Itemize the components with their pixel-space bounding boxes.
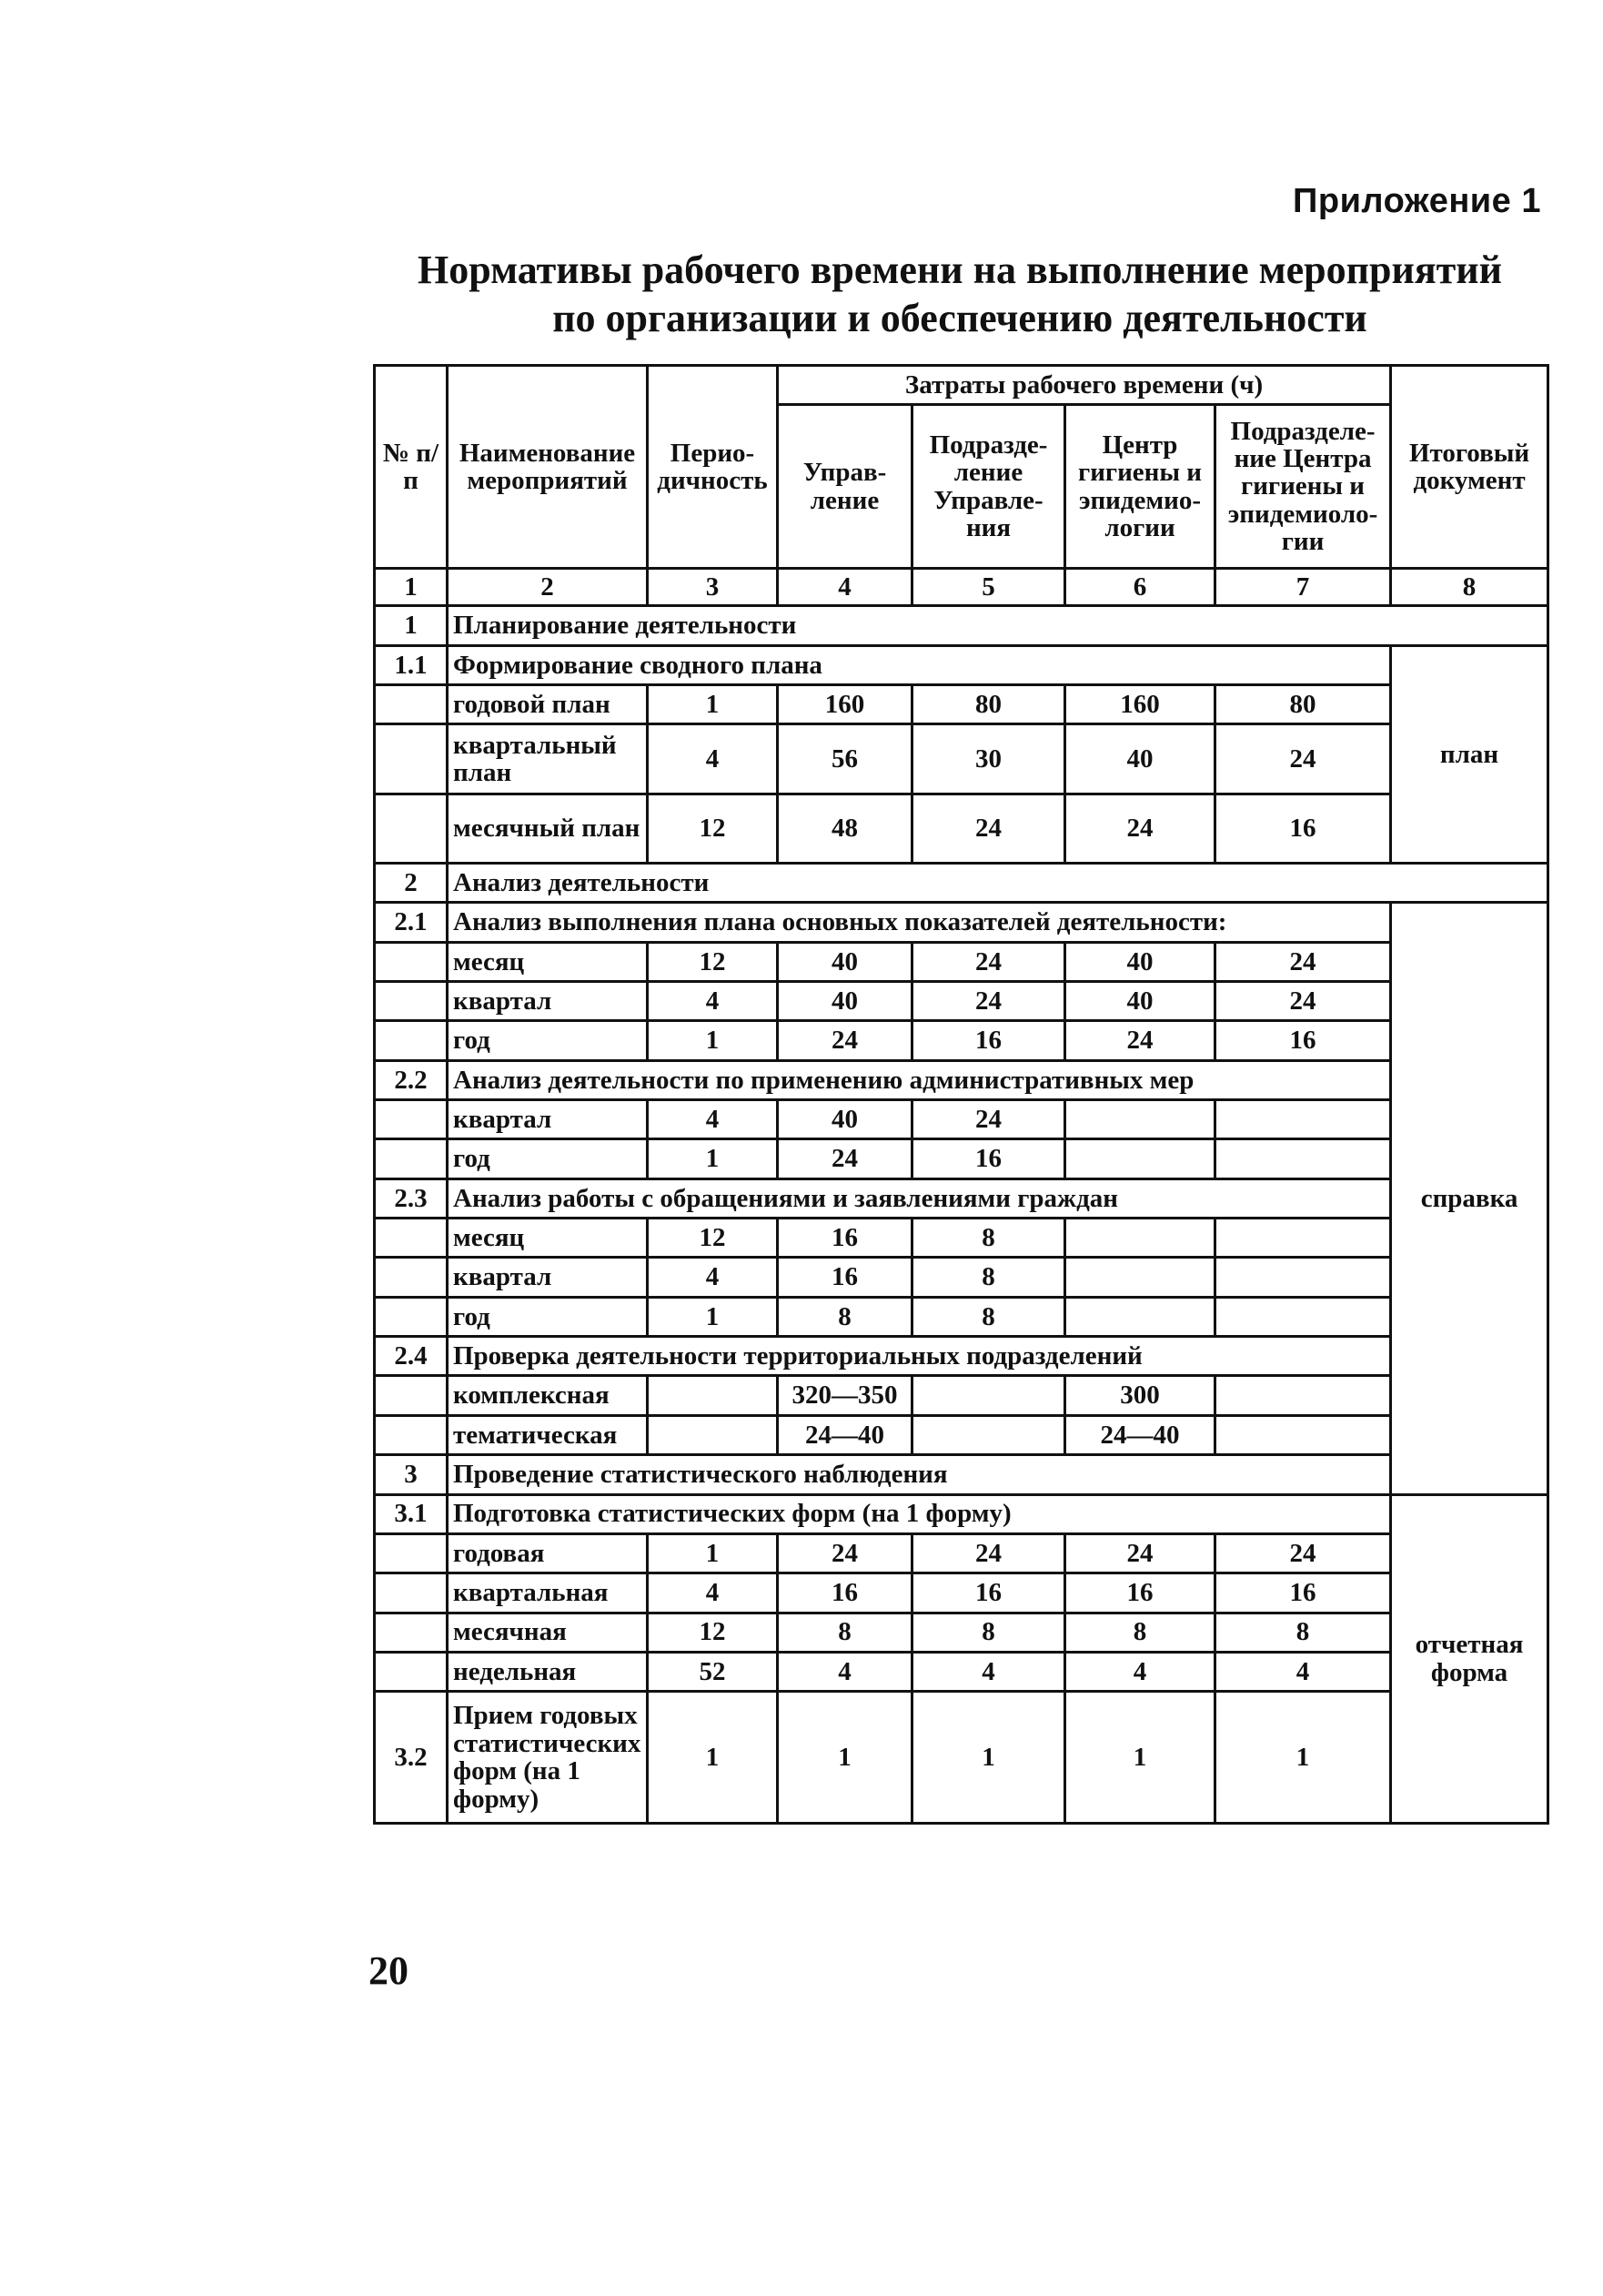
header-upr: Управ- ление xyxy=(778,405,912,569)
value-cell: 1 xyxy=(1215,1692,1391,1824)
value-cell: 80 xyxy=(1215,684,1391,723)
header-podr-upr: Подразде- ление Управле- ния xyxy=(912,405,1065,569)
section-label: Анализ деятельности по применению административных мер xyxy=(448,1060,1391,1099)
table-row xyxy=(375,942,1548,981)
value-cell xyxy=(1065,1100,1215,1139)
section-number: 1.1 xyxy=(375,645,448,684)
col-number: 1 xyxy=(375,568,448,605)
section-label: Проведение статистического наблюдения xyxy=(448,1455,1548,1494)
row-label: год xyxy=(448,1021,648,1060)
value-cell: 24 xyxy=(912,1533,1065,1573)
table-row xyxy=(375,1573,1548,1613)
value-cell: 24—40 xyxy=(778,1415,912,1454)
table-row xyxy=(375,1533,1548,1573)
row-label: квартал xyxy=(448,1258,648,1297)
period-cell: 12 xyxy=(648,942,778,981)
value-cell: 24 xyxy=(1215,1533,1391,1573)
value-cell: 24 xyxy=(1215,724,1391,794)
value-cell: 16 xyxy=(1065,1573,1215,1613)
period-cell: 12 xyxy=(648,1219,778,1258)
period-cell: 1 xyxy=(648,1139,778,1178)
value-cell: 40 xyxy=(1065,724,1215,794)
value-cell: 8 xyxy=(1065,1613,1215,1652)
header-name: Наименование мероприятий xyxy=(448,366,648,569)
doc-spravka: справка xyxy=(1391,903,1548,1494)
row-label: месяц xyxy=(448,1219,648,1258)
table-row xyxy=(375,1219,1548,1258)
period-cell: 4 xyxy=(648,1573,778,1613)
value-cell: 24 xyxy=(1215,942,1391,981)
table-row xyxy=(375,1376,1548,1415)
value-cell: 40 xyxy=(778,942,912,981)
value-cell xyxy=(1215,1219,1391,1258)
section-row xyxy=(375,1494,1548,1533)
value-cell: 1 xyxy=(1065,1692,1215,1824)
row-label: месяц xyxy=(448,942,648,981)
value-cell: 80 xyxy=(912,684,1065,723)
header-center: Центр гигиены и эпидемио- логии xyxy=(1065,405,1215,569)
row-label: недельная xyxy=(448,1652,648,1691)
value-cell xyxy=(912,1376,1065,1415)
value-cell: 24 xyxy=(912,942,1065,981)
row-label: месячный план xyxy=(448,794,648,863)
value-cell xyxy=(1065,1258,1215,1297)
header-row-1 xyxy=(375,366,1548,405)
value-cell: 8 xyxy=(1215,1613,1391,1652)
period-cell: 12 xyxy=(648,1613,778,1652)
appendix-label: Приложение 1 xyxy=(1293,182,1541,220)
section-label: Анализ деятельности xyxy=(448,864,1548,903)
section-number: 3.2 xyxy=(375,1692,448,1824)
value-cell: 40 xyxy=(1065,942,1215,981)
table-row xyxy=(375,1021,1548,1060)
col-number: 6 xyxy=(1065,568,1215,605)
value-cell: 24 xyxy=(1065,1533,1215,1573)
period-cell: 12 xyxy=(648,794,778,863)
section-number: 2.4 xyxy=(375,1337,448,1376)
header-podr-center: Подразделе- ние Центра гигиены и эпидемиоло- гии xyxy=(1215,405,1391,569)
value-cell: 300 xyxy=(1065,1376,1215,1415)
value-cell: 24 xyxy=(912,982,1065,1021)
section-row xyxy=(375,1178,1548,1218)
value-cell: 24 xyxy=(778,1021,912,1060)
section-row xyxy=(375,903,1548,942)
value-cell xyxy=(1215,1139,1391,1178)
section-number: 3 xyxy=(375,1455,448,1494)
value-cell: 24 xyxy=(912,794,1065,863)
table-row xyxy=(375,724,1548,794)
row-label: комплексная xyxy=(448,1376,648,1415)
section-number: 2.2 xyxy=(375,1060,448,1099)
doc-plan: план xyxy=(1391,645,1548,863)
header-doc: Итоговый документ xyxy=(1391,366,1548,569)
row-label: Прием годовых статистических форм (на 1 форму) xyxy=(448,1692,648,1824)
value-cell: 56 xyxy=(778,724,912,794)
period-cell: 4 xyxy=(648,724,778,794)
row-label: годовой план xyxy=(448,684,648,723)
value-cell xyxy=(1065,1139,1215,1178)
col-number: 4 xyxy=(778,568,912,605)
value-cell: 16 xyxy=(778,1573,912,1613)
period-cell: 4 xyxy=(648,1100,778,1139)
value-cell: 40 xyxy=(778,982,912,1021)
value-cell xyxy=(1065,1219,1215,1258)
row-label: тематическая xyxy=(448,1415,648,1454)
table-row xyxy=(375,1692,1548,1824)
section-row xyxy=(375,1455,1548,1494)
value-cell xyxy=(912,1415,1065,1454)
row-label: квартальная xyxy=(448,1573,648,1613)
value-cell xyxy=(1215,1258,1391,1297)
section-row xyxy=(375,864,1548,903)
table-row xyxy=(375,1258,1548,1297)
value-cell xyxy=(1215,1100,1391,1139)
value-cell: 4 xyxy=(912,1652,1065,1691)
row-label: месячная xyxy=(448,1613,648,1652)
table-row xyxy=(375,794,1548,863)
table-row xyxy=(375,1613,1548,1652)
value-cell: 30 xyxy=(912,724,1065,794)
col-number: 5 xyxy=(912,568,1065,605)
value-cell: 1 xyxy=(778,1692,912,1824)
norms-table xyxy=(373,364,1549,1825)
row-label: год xyxy=(448,1139,648,1178)
header-costs-group: Затраты рабочего времени (ч) xyxy=(778,366,1391,405)
value-cell xyxy=(1215,1415,1391,1454)
table-row xyxy=(375,982,1548,1021)
section-row xyxy=(375,606,1548,645)
value-cell: 24 xyxy=(778,1139,912,1178)
section-label: Формирование сводного плана xyxy=(448,645,1391,684)
value-cell: 16 xyxy=(912,1021,1065,1060)
table-row xyxy=(375,1139,1548,1178)
value-cell: 40 xyxy=(778,1100,912,1139)
value-cell: 160 xyxy=(1065,684,1215,723)
period-cell xyxy=(648,1376,778,1415)
value-cell: 16 xyxy=(778,1219,912,1258)
col-number: 7 xyxy=(1215,568,1391,605)
period-cell: 1 xyxy=(648,1021,778,1060)
section-label: Проверка деятельности территориальных подразделений xyxy=(448,1337,1391,1376)
table-row xyxy=(375,684,1548,723)
section-label: Планирование деятельности xyxy=(448,606,1548,645)
section-number: 3.1 xyxy=(375,1494,448,1533)
value-cell xyxy=(1065,1297,1215,1336)
value-cell: 8 xyxy=(912,1258,1065,1297)
value-cell: 320—350 xyxy=(778,1376,912,1415)
value-cell: 4 xyxy=(1215,1652,1391,1691)
value-cell: 24 xyxy=(1065,1021,1215,1060)
value-cell: 16 xyxy=(912,1139,1065,1178)
row-label: год xyxy=(448,1297,648,1336)
title-line-2: по организации и обеспечению деятельности xyxy=(552,296,1367,340)
value-cell: 24 xyxy=(778,1533,912,1573)
section-number: 2.3 xyxy=(375,1178,448,1218)
section-row xyxy=(375,1060,1548,1099)
section-number: 2 xyxy=(375,864,448,903)
row-label: квартал xyxy=(448,1100,648,1139)
col-number: 8 xyxy=(1391,568,1548,605)
period-cell: 1 xyxy=(648,1533,778,1573)
value-cell: 160 xyxy=(778,684,912,723)
header-num: № п/п xyxy=(375,366,448,569)
column-number-row xyxy=(375,568,1548,605)
value-cell: 24—40 xyxy=(1065,1415,1215,1454)
col-number: 3 xyxy=(648,568,778,605)
header-period: Перио- дичность xyxy=(648,366,778,569)
value-cell: 16 xyxy=(1215,794,1391,863)
value-cell xyxy=(1215,1376,1391,1415)
table-row xyxy=(375,1100,1548,1139)
value-cell: 16 xyxy=(1215,1573,1391,1613)
value-cell: 8 xyxy=(778,1297,912,1336)
doc-report-form: отчетная форма xyxy=(1391,1494,1548,1824)
table-row xyxy=(375,1652,1548,1691)
period-cell: 52 xyxy=(648,1652,778,1691)
section-number: 1 xyxy=(375,606,448,645)
section-label: Анализ выполнения плана основных показателей деятельности: xyxy=(448,903,1391,942)
period-cell: 1 xyxy=(648,1692,778,1824)
section-label: Анализ работы с обращениями и заявлениями граждан xyxy=(448,1178,1391,1218)
title-line-1: Нормативы рабочего времени на выполнение мероприятий xyxy=(418,248,1502,292)
value-cell: 16 xyxy=(778,1258,912,1297)
section-row xyxy=(375,1337,1548,1376)
section-row xyxy=(375,645,1548,684)
value-cell: 8 xyxy=(778,1613,912,1652)
table-row xyxy=(375,1297,1548,1336)
period-cell: 1 xyxy=(648,1297,778,1336)
page-number: 20 xyxy=(368,1948,408,1993)
value-cell: 8 xyxy=(912,1219,1065,1258)
value-cell: 16 xyxy=(912,1573,1065,1613)
value-cell: 8 xyxy=(912,1297,1065,1336)
period-cell xyxy=(648,1415,778,1454)
col-number: 2 xyxy=(448,568,648,605)
value-cell: 24 xyxy=(1215,982,1391,1021)
period-cell: 4 xyxy=(648,1258,778,1297)
value-cell: 24 xyxy=(1065,794,1215,863)
row-label: годовая xyxy=(448,1533,648,1573)
period-cell: 4 xyxy=(648,982,778,1021)
value-cell: 24 xyxy=(912,1100,1065,1139)
row-label: квартал xyxy=(448,982,648,1021)
section-number: 2.1 xyxy=(375,903,448,942)
value-cell: 16 xyxy=(1215,1021,1391,1060)
value-cell: 4 xyxy=(1065,1652,1215,1691)
value-cell: 48 xyxy=(778,794,912,863)
value-cell: 8 xyxy=(912,1613,1065,1652)
table-row xyxy=(375,1415,1548,1454)
row-label: квартальный план xyxy=(448,724,648,794)
document-title xyxy=(391,246,1528,342)
value-cell: 1 xyxy=(912,1692,1065,1824)
period-cell: 1 xyxy=(648,684,778,723)
value-cell: 40 xyxy=(1065,982,1215,1021)
value-cell: 4 xyxy=(778,1652,912,1691)
section-label: Подготовка статистических форм (на 1 форму) xyxy=(448,1494,1391,1533)
value-cell xyxy=(1215,1297,1391,1336)
